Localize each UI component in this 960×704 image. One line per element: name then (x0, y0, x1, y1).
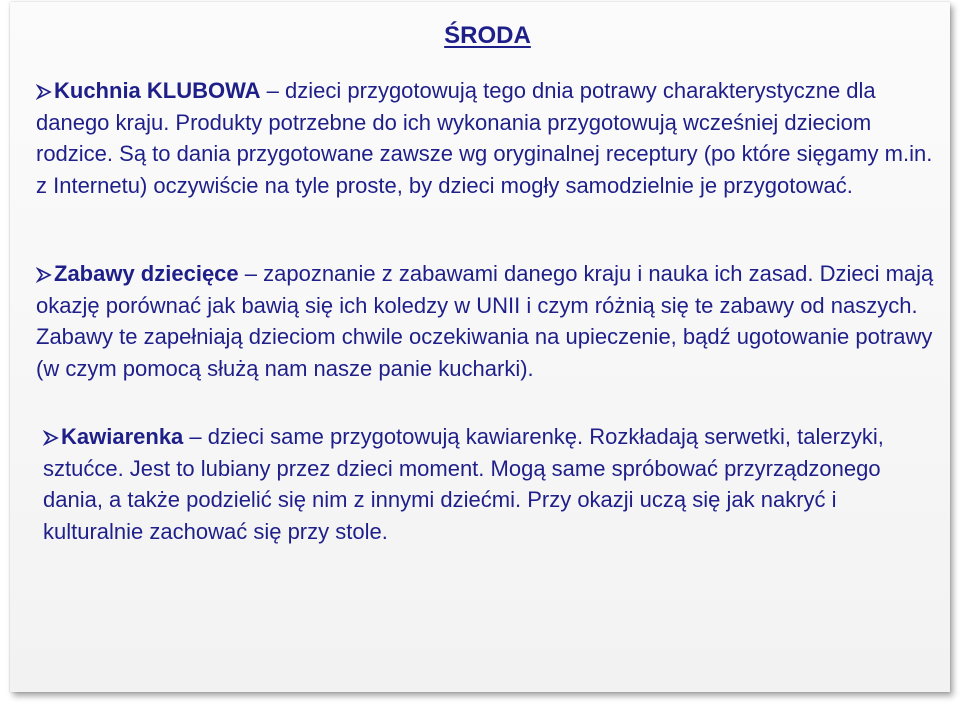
slide (10, 2, 950, 692)
page-title-text: ŚRODA (444, 22, 531, 49)
section-kawiarenka (43, 421, 923, 547)
section-text: – zapoznanie z zabawami danego kraju i nauka ich zasad. Dzieci mają okazję porównać jak bawią się ich koledzy w UNII i czym różnią się te zabawy od naszych. Zabawy te zapełniają dzieciom chwile oczekiwania na upieczenie, bądź ugotowanie potrawy (w czym pomocą służą nam nasze panie kucharki). (36, 261, 934, 381)
section-kuchnia (36, 75, 941, 201)
section-keyword: Zabawy dziecięce (54, 261, 239, 286)
page-title (10, 14, 950, 51)
section-zabawy (36, 258, 941, 384)
section-keyword: Kuchnia KLUBOWA (54, 78, 261, 103)
section-text: – dzieci przygotowują tego dnia potrawy charakterystyczne dla danego kraju. Produkty potrzebne do ich wykonania przygotowują wcześniej dzieciom rodzice. Są to dania przygotowane zawsze wg oryginalnej receptury (po które sięgamy m.in. z Internetu) oczywiście na tyle proste, by dzieci mogły samodzielnie je przygotować. (36, 78, 933, 198)
arrowhead-bullet-icon (36, 267, 54, 283)
arrowhead-bullet-icon (36, 84, 54, 100)
section-text: – dzieci same przygotowują kawiarenkę. Rozkładają serwetki, talerzyki, sztućce. Jest to lubiany przez dzieci moment. Mogą same spróbować przyrządzonego dania, a także podzielić się nim z innymi dziećmi. Przy okazji uczą się jak nakryć i kulturalnie zachować się przy stole. (43, 424, 884, 544)
arrowhead-bullet-icon (43, 430, 61, 446)
section-keyword: Kawiarenka (61, 424, 184, 449)
